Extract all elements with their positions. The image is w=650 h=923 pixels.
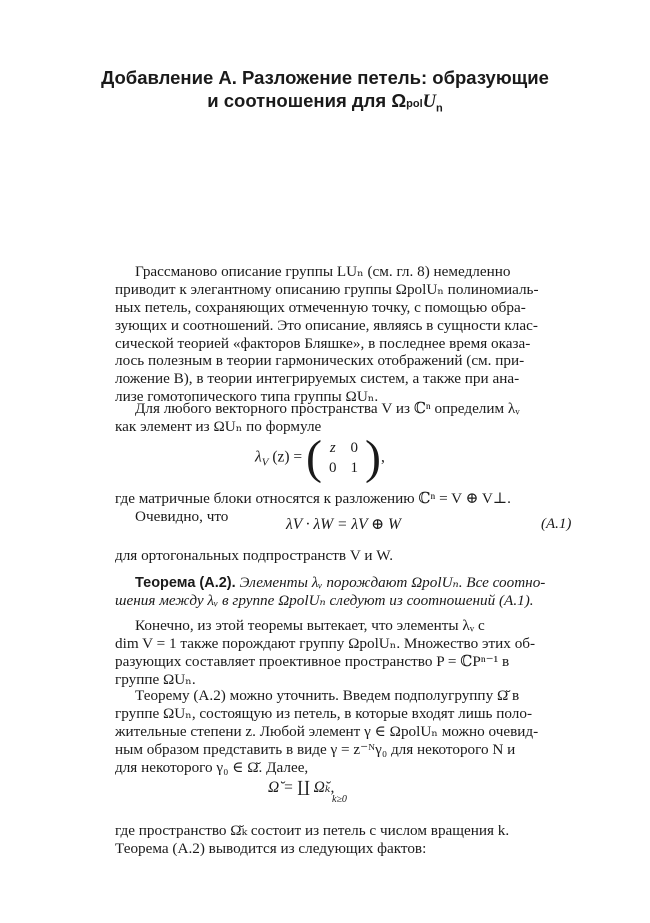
title-group-letter: U [422, 92, 437, 112]
title-line-2 [80, 89, 570, 121]
matrix-cell: z [329, 440, 336, 456]
theorem-label: Теорема (А.2). [135, 575, 236, 591]
text-line: лось полезным в теории гармонических отображений (см. при- [115, 352, 525, 370]
matrix-cell: 1 [350, 460, 359, 476]
appendix-title [80, 66, 570, 121]
text-line: dim V = 1 также порождают группу ΩpolUₙ. Множество этих об- [115, 634, 536, 652]
coproduct-index: k≥0 [332, 794, 347, 805]
text-line: зующих и соотношений. Это описание, являясь в сущности клас- [115, 316, 538, 334]
title-subscript: pol [406, 98, 423, 110]
text-line: Для любого векторного пространства V из ℂⁿ определим λᵥ [135, 400, 520, 417]
text-line: Теорема (А.2) выводится из следующих фактов: [115, 839, 427, 857]
formula-lambda-sub: V [261, 456, 269, 469]
matrix-left-paren: ( [306, 431, 323, 484]
matrix-right-paren: ) [365, 431, 381, 484]
text-line: Очевидно, что [135, 507, 229, 525]
text-line: группе ΩUₙ. [115, 670, 196, 688]
formula-comma: , [381, 448, 385, 466]
paragraph-winding [115, 822, 581, 858]
text-line: где матричные блоки относятся к разложению ℂⁿ = V ⊕ V⊥. [115, 490, 511, 507]
formula-product-relation: λV · λW = λV ⊕ W [286, 516, 401, 533]
text-line: Конечно, из этой теоремы вытекает, что элементы λᵥ с [135, 617, 485, 634]
text-line: ных петель, сохраняющих отмеченную точку, с помощью обра- [115, 298, 526, 316]
text-line: Грассманово описание группы LUₙ (см. гл. 8) немедленно [135, 263, 511, 280]
text-line: сической теорией «факторов Бляшке», в последнее время оказа- [115, 334, 531, 352]
text-line: где пространство Ω̆ₖ состоит из петель с числом вращения k. [115, 822, 510, 839]
paragraph-intro [115, 263, 581, 406]
formula-coproduct [268, 778, 347, 805]
title-line-1: Добавление А. Разложение петель: образующие [101, 67, 549, 88]
text-line: для ортогональных подпространств V и W. [115, 547, 394, 564]
paragraph-generators [115, 617, 581, 689]
text-line [115, 574, 581, 592]
theorem-a2 [115, 574, 581, 610]
title-line-2-text: и соотношения для Ω [207, 90, 407, 111]
formula-lambda-matrix [255, 431, 385, 484]
text-line: ным образом представить в виде γ = z⁻ᴺγ₀ для некоторого N и [115, 740, 516, 758]
text-line: Теорему (А.2) можно уточнить. Введем подполугруппу Ω̆ в [135, 687, 520, 704]
text-line: лизе гомотопического типа группы ΩUₙ. [115, 388, 379, 406]
matrix-body [322, 438, 365, 478]
formula-argument: (z) = [272, 448, 303, 466]
paragraph-definition [115, 400, 581, 436]
equation-number: (A.1) [541, 516, 572, 532]
paragraph-orthogonal [115, 547, 581, 565]
theorem-text: Элементы λᵥ порождают ΩpolUₙ. Все соотно- [239, 574, 546, 591]
title-group-subscript: n [436, 102, 443, 115]
text-line: для некоторого γ₀ ∈ Ω̆. Далее, [115, 758, 309, 776]
matrix-cell: 0 [329, 460, 337, 476]
text-line: ложение В), в теории интегрируемых систем, а также при ана- [115, 370, 520, 388]
matrix [306, 431, 381, 484]
formula-lambda: λ [255, 448, 262, 466]
text-line: группе ΩUₙ, состоящую из петель, в которые входят лишь поло- [115, 704, 533, 722]
matrix-cell: 0 [350, 440, 359, 456]
text-line: разующих составляет проективное пространство P = ℂPⁿ⁻¹ в [115, 652, 510, 670]
paragraph-subsemigroup [115, 687, 581, 776]
text-line: как элемент из ΩUₙ по формуле [115, 417, 322, 435]
text-line: жительные степени z. Любой элемент γ ∈ ΩpolUₙ можно очевид- [115, 722, 539, 740]
text-line: шения между λᵥ в группе ΩpolUₙ следуют из соотношений (А.1). [115, 591, 534, 609]
text-line: приводит к элегантному описанию группы ΩpolUₙ полиномиаль- [115, 280, 539, 298]
formula-coproduct-text: Ω̆ = ∐ Ω̆ₖ, [268, 779, 335, 796]
